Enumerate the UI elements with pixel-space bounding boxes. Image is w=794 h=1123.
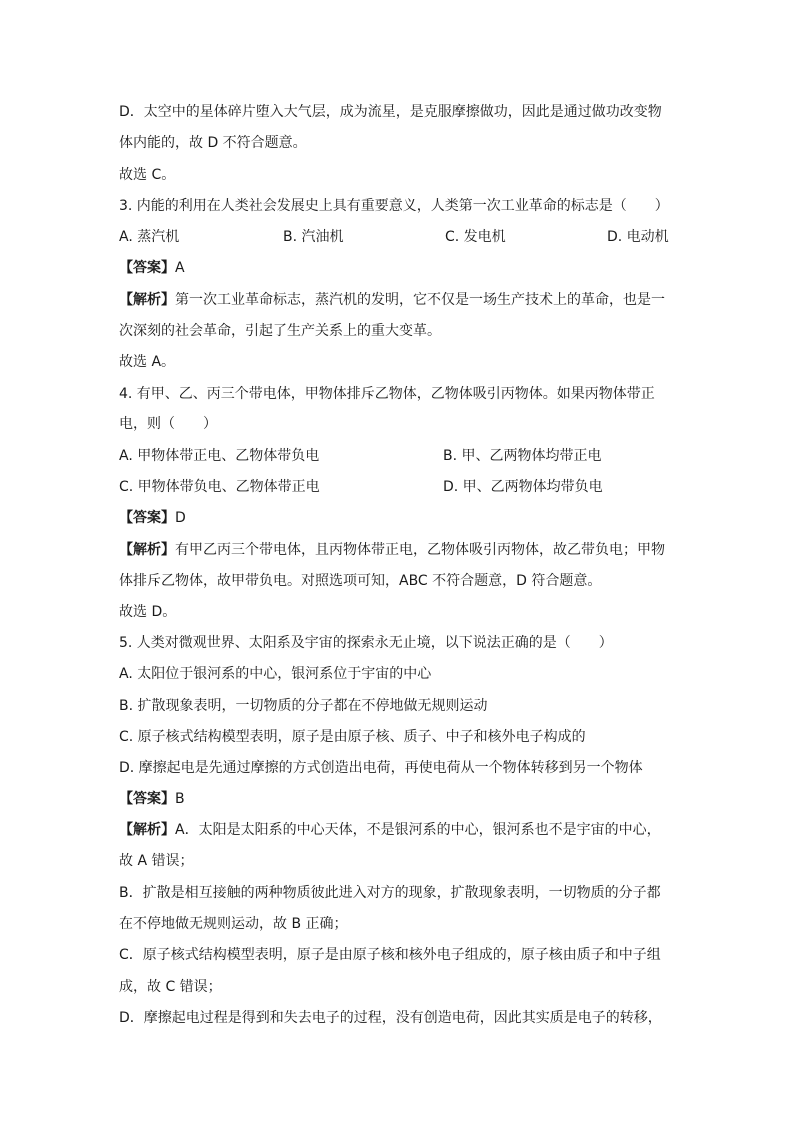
- q3-option-a: A. 蒸汽机: [119, 229, 180, 245]
- q3-option-d: D. 电动机: [607, 229, 669, 245]
- q2-conclusion: 故选 C。: [119, 167, 176, 183]
- q4-option-b: B. 甲、乙两物体均带正电: [443, 448, 602, 464]
- q5-answer: [119, 789, 679, 809]
- q4-conclusion: 故选 D。: [119, 604, 177, 620]
- q4-option-d: D. 甲、乙两物体均带负电: [443, 479, 603, 495]
- q5-analysis-c-line1: C．原子核式结构模型表明，原子是由原子核和核外电子组成的，原子核由质子和中子组: [119, 947, 661, 963]
- q4-answer: [119, 508, 679, 528]
- q5-option-d: D. 摩擦起电是先通过摩擦的方式创造出电荷，再使电荷从一个物体转移到另一个物体: [119, 760, 643, 776]
- q2-explanation-d-line2: 体内能的，故 D 不符合题意。: [119, 135, 307, 151]
- q4-analysis-line1: 【解析】有甲乙丙三个带电体，且丙物体带正电，乙物体吸引丙物体，故乙带负电；甲物: [119, 542, 665, 558]
- q4-option-c: C. 甲物体带负电、乙物体带正电: [119, 479, 320, 495]
- q5-option-a: A. 太阳位于银河系的中心，银河系位于宇宙的中心: [119, 666, 432, 682]
- q4-stem-line2: 电，则（ ）: [119, 416, 217, 432]
- q4-stem-line1: 4. 有甲、乙、丙三个带电体，甲物体排斥乙物体，乙物体吸引丙物体。如果丙物体带正: [119, 386, 655, 402]
- q3-option-b: B. 汽油机: [283, 229, 344, 245]
- answer-tag: 【答案】: [119, 791, 175, 807]
- answer-tag: 【答案】: [119, 260, 175, 276]
- q3-analysis-line2: 次深刻的社会革命，引起了生产关系上的重大变革。: [119, 323, 441, 339]
- analysis-tag: 【解析】: [119, 542, 175, 558]
- q5-analysis-a-line2: 故 A 错误；: [119, 853, 194, 869]
- q5-analysis-d-line1: D．摩擦起电过程是得到和失去电子的过程，没有创造电荷，因此其实质是电子的转移，: [119, 1010, 662, 1026]
- answer-value: B: [175, 791, 185, 807]
- q3-stem: 3. 内能的利用在人类社会发展史上具有重要意义，人类第一次工业革命的标志是（ ）: [119, 198, 669, 214]
- answer-tag: 【答案】: [119, 510, 175, 526]
- q5-option-c: C. 原子核式结构模型表明，原子是由原子核、质子、中子和核外电子构成的: [119, 729, 586, 745]
- q4-analysis-line2: 体排斥乙物体，故甲带负电。对照选项可知，ABC 不符合题意，D 符合题意。: [119, 573, 602, 589]
- q4-option-a: A. 甲物体带正电、乙物体带负电: [119, 448, 320, 464]
- q5-analysis-a-line1: 【解析】A．太阳是太阳系的中心天体，不是银河系的中心，银河系也不是宇宙的中心，: [119, 822, 661, 838]
- q3-conclusion: 故选 A。: [119, 354, 176, 370]
- analysis-tag: 【解析】: [119, 292, 175, 308]
- analysis-tag: 【解析】: [119, 822, 175, 838]
- q3-analysis-line1: 【解析】第一次工业革命标志，蒸汽机的发明，它不仅是一场生产技术上的革命，也是一: [119, 292, 665, 308]
- q5-analysis-b-line2: 在不停地做无规则运动，故 B 正确；: [119, 916, 348, 932]
- q5-analysis-b-line1: B．扩散是相互接触的两种物质彼此进入对方的现象，扩散现象表明，一切物质的分子都: [119, 885, 661, 901]
- q3-option-c: C. 发电机: [445, 229, 506, 245]
- q2-explanation-d-line1: D．太空中的星体碎片堕入大气层，成为流星，是克服摩擦做功，因此是通过做功改变物: [119, 104, 662, 120]
- q5-option-b: B. 扩散现象表明，一切物质的分子都在不停地做无规则运动: [119, 698, 488, 714]
- q3-answer: [119, 258, 679, 278]
- answer-value: A: [175, 260, 185, 276]
- q5-stem: 5. 人类对微观世界、太阳系及宇宙的探索永无止境，以下说法正确的是（ ）: [119, 635, 613, 651]
- answer-value: D: [175, 510, 186, 526]
- q5-analysis-c-line2: 成，故 C 错误；: [119, 979, 222, 995]
